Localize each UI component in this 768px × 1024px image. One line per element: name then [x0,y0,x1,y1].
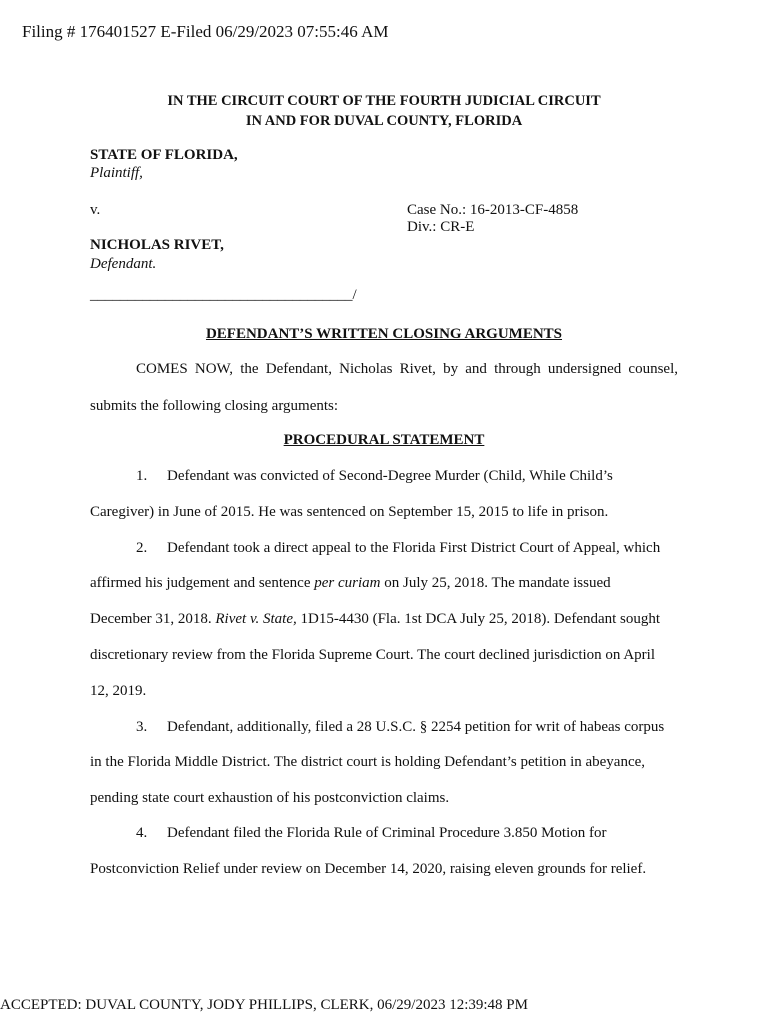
paragraph-1-line-1: Defendant was convicted of Second-Degree Murder (Child, While Child’s [167,468,613,484]
court-heading-line2: IN AND FOR DUVAL COUNTY, FLORIDA [245,113,523,129]
intro-line-2: submits the following closing arguments: [90,398,339,414]
paragraph-2-line-2 [90,575,611,592]
paragraph-2-line-4: discretionary review from the Florida Supreme Court. The court declined jurisdiction on April [90,647,656,663]
paragraph-2-line-2-a: affirmed his judgement and sentence [90,575,315,591]
paragraph-3-line-1: Defendant, additionally, filed a 28 U.S.C. § 2254 petition for writ of habeas corpus [167,719,665,735]
section-heading: PROCEDURAL STATEMENT [283,432,485,448]
filing-header: Filing # 176401527 E-Filed 06/29/2023 07:55:46 AM [22,22,389,41]
paragraph-3-number: 3. [136,719,148,735]
case-number: Case No.: 16-2013-CF-4858 [407,202,579,218]
caption-signature-line: ___________________________________/ [90,287,357,303]
paragraph-2-line-5: 12, 2019. [90,683,147,699]
acceptance-footer: ACCEPTED: DUVAL COUNTY, JODY PHILLIPS, CLERK, 06/29/2023 12:39:48 PM [0,997,528,1013]
plaintiff-name: STATE OF FLORIDA, [90,147,238,163]
paragraph-1-number: 1. [136,468,148,484]
per-curiam-text: per curiam [314,575,381,591]
court-heading-line1: IN THE CIRCUIT COURT OF THE FOURTH JUDICIAL CIRCUIT [167,93,601,109]
paragraph-2-line-3-b: 1D15-4430 (Fla. 1st DCA July 25, 2018). Defendant sought [296,611,661,627]
paragraph-3-line-3: pending state court exhaustion of his postconviction claims. [90,790,450,806]
paragraph-2-number: 2. [136,540,148,556]
case-citation: Rivet v. State, [215,611,297,627]
versus: v. [90,202,101,218]
paragraph-2-line-3 [90,611,660,628]
paragraph-4-line-1: Defendant filed the Florida Rule of Criminal Procedure 3.850 Motion for [167,825,607,841]
paragraph-1-line-2: Caregiver) in June of 2015. He was sentenced on September 15, 2015 to life in prison. [90,504,609,520]
paragraph-3-line-2: in the Florida Middle District. The district court is holding Defendant’s petition in abeyance, [90,754,646,770]
defendant-role: Defendant. [90,256,157,272]
plaintiff-role: Plaintiff, [90,165,143,181]
document-title: DEFENDANT’S WRITTEN CLOSING ARGUMENTS [205,326,563,342]
division: Div.: CR-E [407,219,475,235]
paragraph-2-line-2-b: on July 25, 2018. The mandate issued [380,575,611,591]
paragraph-4-line-2: Postconviction Relief under review on December 14, 2020, raising eleven grounds for relief. [90,861,647,877]
defendant-name: NICHOLAS RIVET, [90,237,224,253]
paragraph-2-line-1: Defendant took a direct appeal to the Florida First District Court of Appeal, which [167,540,661,556]
intro-line-1: COMES NOW, the Defendant, Nicholas Rivet, by and through undersigned counsel, [136,361,678,377]
paragraph-4-number: 4. [136,825,148,841]
paragraph-2-line-3-a: December 31, 2018. [90,611,216,627]
